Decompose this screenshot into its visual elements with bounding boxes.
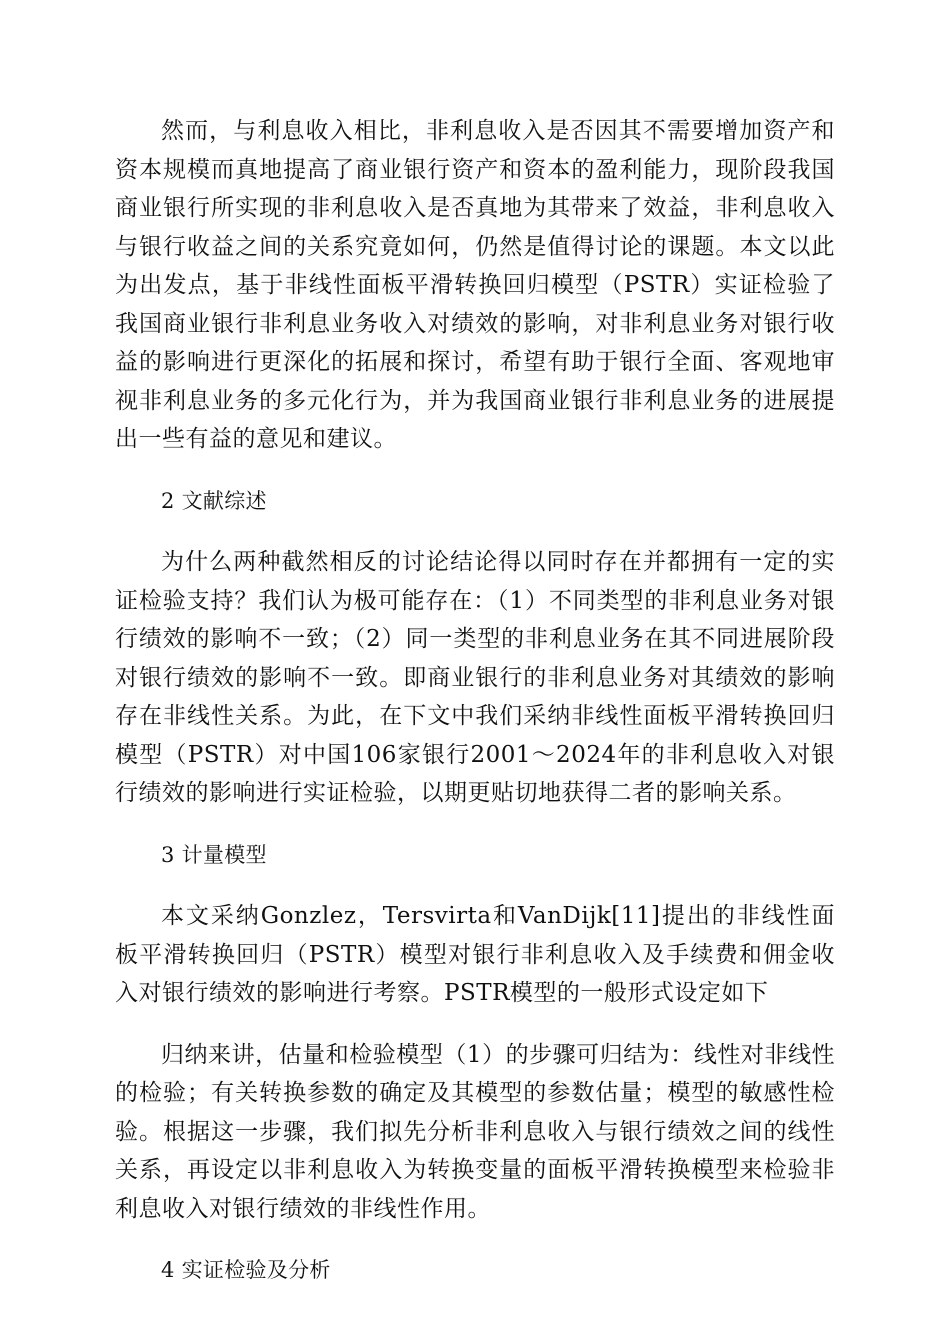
literature-review-paragraph: 为什么两种截然相反的讨论结论得以同时存在并都拥有一定的实证检验支持？我们认为极可能存在：（1）不同类型的非利息业务对银行绩效的影响不一致；（2）同一类型的非利息业务在其不同进展阶段对银行绩效的影响不一致。即商业银行的非利息业务对其绩效的影响存在非线性关系。为此，在下文中我们采纳非线性面板平滑转换回归模型（PSTR）对中国106家银行2001～2024年的非利息收入对银行绩效的影响进行实证检验，以期更贴切地获得二者的影响关系。 bbox=[115, 549, 835, 806]
section-heading-literature-review: 2 文献综述 bbox=[161, 488, 267, 513]
document-body bbox=[115, 112, 835, 1313]
section-heading-econometric-model: 3 计量模型 bbox=[161, 842, 267, 867]
section-heading-empirical-analysis: 4 实证检验及分析 bbox=[161, 1258, 331, 1282]
model-steps-paragraph: 归纳来讲，估量和检验模型（1）的步骤可归结为：线性对非线性的检验；有关转换参数的确定及其模型的参数估量；模型的敏感性检验。根据这一步骤，我们拟先分析非利息收入与银行绩效之间的线性关系，再设定以非利息收入为转换变量的面板平滑转换模型来检验非利息收入对银行绩效的非线性作用。 bbox=[115, 1041, 835, 1222]
intro-paragraph: 然而，与利息收入相比，非利息收入是否因其不需要增加资产和资本规模而真地提高了商业银行资产和资本的盈利能力，现阶段我国商业银行所实现的非利息收入是否真地为其带来了效益，非利息收入与银行收益之间的关系究竟如何，仍然是值得讨论的课题。本文以此为出发点，基于非线性面板平滑转换回归模型（PSTR）实证检验了我国商业银行非利息业务收入对绩效的影响，对非利息业务对银行收益的影响进行更深化的拓展和探讨，希望有助于银行全面、客观地审视非利息业务的多元化行为，并为我国商业银行非利息业务的进展提出一些有益的意见和建议。 bbox=[115, 118, 835, 452]
model-intro-paragraph: 本文采纳Gonzlez，Tersvirta和VanDijk[11]提出的非线性面板平滑转换回归（PSTR）模型对银行非利息收入及手续费和佣金收入对银行绩效的影响进行考察。PSTR模型的一般形式设定如下 bbox=[115, 903, 835, 1006]
